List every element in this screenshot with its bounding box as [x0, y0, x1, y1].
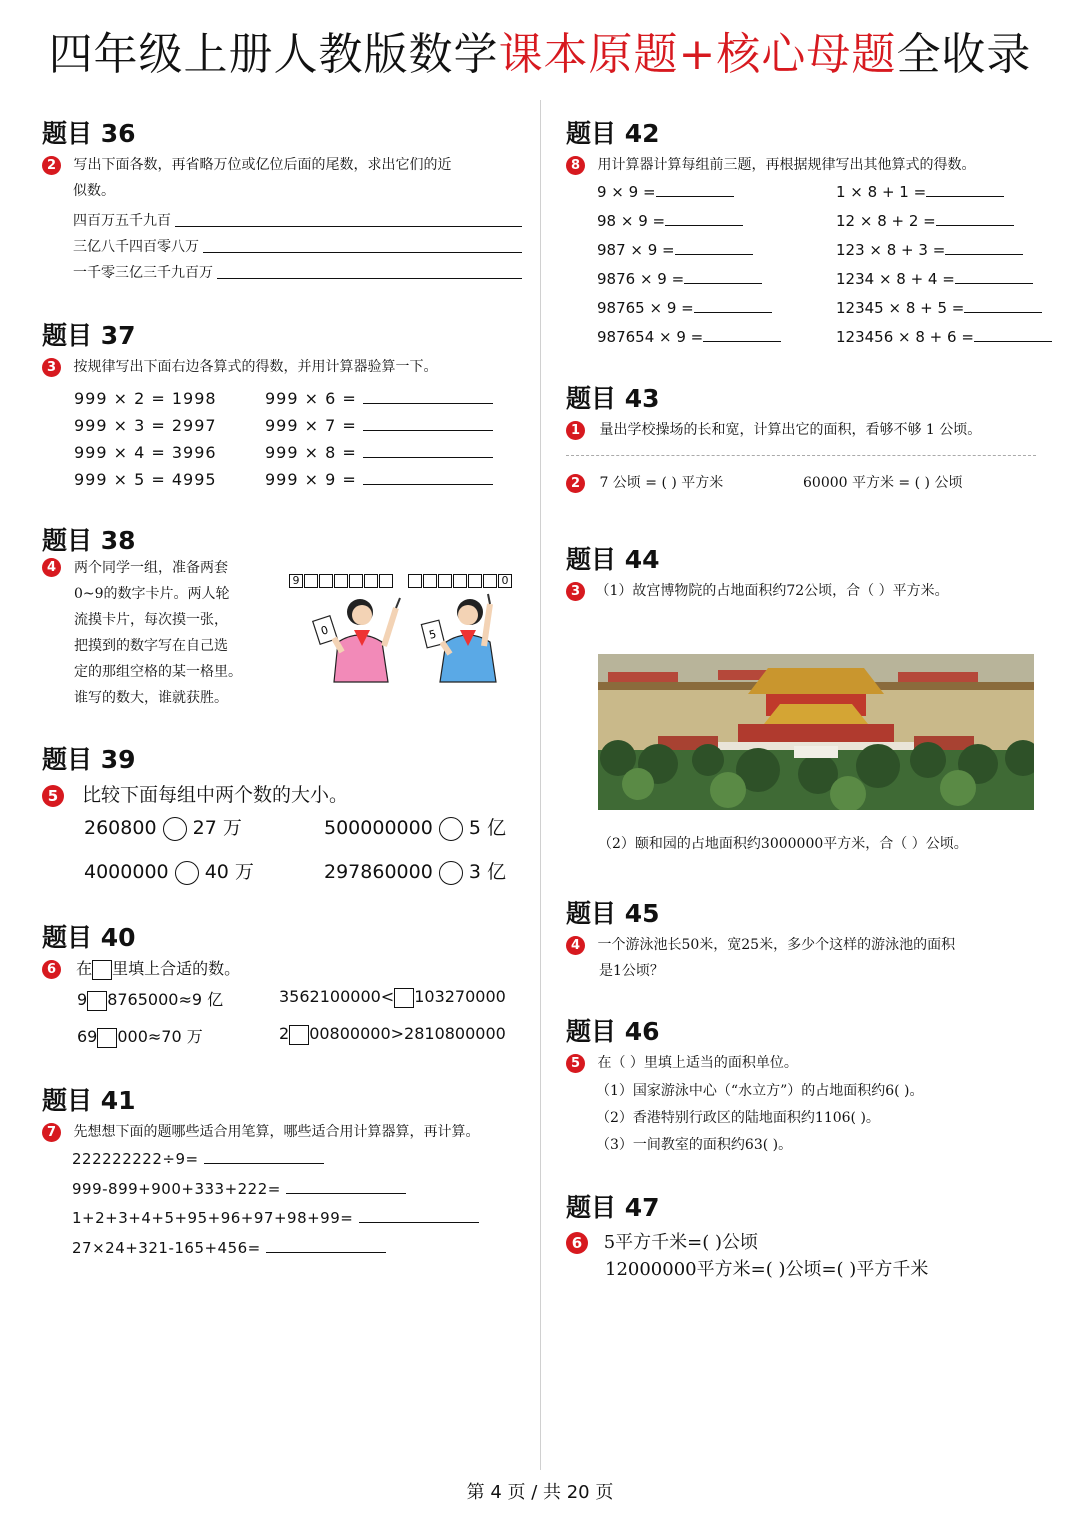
- answer-line[interactable]: [363, 443, 493, 458]
- expression: 12 × 8 + 2 =: [836, 212, 936, 230]
- digit-cell[interactable]: [453, 574, 467, 588]
- question-text-cont: 是1公顷？: [599, 963, 664, 979]
- digit-cell[interactable]: [349, 574, 363, 588]
- answer-line[interactable]: [359, 1210, 479, 1223]
- calc-row: [72, 1145, 479, 1175]
- expression: 9876 × 9 =: [597, 270, 685, 288]
- question-text: 在（ ）里填上适当的面积单位。: [597, 1055, 798, 1071]
- question-text: 一个游泳池长50米，宽25米，多少个这样的游泳池的面积: [597, 937, 956, 953]
- section-38: [42, 527, 522, 555]
- question-number-badge: 8: [566, 156, 585, 175]
- unit-fill-list: [596, 1078, 924, 1159]
- digit-cell: 9: [289, 574, 303, 588]
- expression: 98765 × 9 =: [597, 299, 694, 317]
- girl-card-digit: 0: [319, 623, 331, 638]
- question: [566, 470, 723, 496]
- box-symbol: [92, 960, 112, 980]
- question-number-badge: 5: [566, 1054, 585, 1073]
- card-grid-right: [408, 570, 513, 589]
- answer-line[interactable]: [684, 271, 762, 284]
- fill-row: [279, 987, 506, 1008]
- boy-figure: [421, 594, 496, 682]
- calc-left-list: [597, 178, 781, 352]
- section-37: [42, 322, 522, 380]
- question: [566, 1050, 1056, 1076]
- expression: 27×24+321-165+456=: [72, 1238, 261, 1257]
- number-a: 260800: [84, 817, 157, 839]
- number-words: 一千零三亿三千九百万: [73, 265, 213, 281]
- calc-row: [597, 236, 781, 265]
- text-line: 流摸卡片，每次摸一张，: [74, 612, 228, 628]
- section-43: [566, 385, 1056, 443]
- answer-row: [73, 208, 522, 234]
- answer-line[interactable]: [363, 389, 493, 404]
- answer-line[interactable]: [936, 213, 1014, 226]
- question-number-badge: 1: [566, 421, 585, 440]
- equation: 999 × 9 =: [265, 470, 357, 489]
- question-text-cont: 似数。: [73, 183, 115, 199]
- answer-line[interactable]: [665, 213, 743, 226]
- fill-box[interactable]: [87, 991, 107, 1011]
- fill-box[interactable]: [289, 1025, 309, 1045]
- boy-card-digit: 5: [427, 627, 438, 642]
- section-title: 题目 44: [566, 545, 660, 574]
- compare-row: [84, 857, 254, 885]
- section-47: [566, 1194, 1056, 1254]
- question: [566, 1228, 1056, 1254]
- title-highlight: 课本原题+核心母题: [498, 29, 897, 80]
- section-45: [566, 900, 1056, 984]
- expression: 9 × 9 =: [597, 183, 656, 201]
- section-title: 题目 40: [42, 923, 136, 952]
- calc-row: [836, 294, 1052, 323]
- answer-line[interactable]: [266, 1240, 386, 1253]
- question-number-badge: 7: [42, 1123, 61, 1142]
- digit-cell[interactable]: [364, 574, 378, 588]
- answer-line[interactable]: [703, 329, 781, 342]
- section-title: 题目 39: [42, 745, 136, 774]
- digit-cell: 0: [498, 574, 512, 588]
- section-title: 题目 36: [42, 119, 136, 148]
- expression: 222222222÷9=: [72, 1150, 199, 1168]
- number-b: 27 万: [192, 817, 242, 839]
- question-text: （1）故宫博物院的占地面积约72公顷，合（ ）平方米。: [595, 583, 949, 599]
- digit-cell[interactable]: [304, 574, 318, 588]
- page-title: [0, 18, 1080, 82]
- question-text: 在: [76, 959, 93, 978]
- equation: 999 × 2 = 1998: [74, 389, 217, 408]
- question-text: 先想想下面的题哪些适合用笔算，哪些适合用计算器算，再计算。: [73, 1124, 480, 1140]
- compare-circle[interactable]: [163, 817, 187, 841]
- expression: 12345 × 8 + 5 =: [836, 299, 965, 317]
- fill-row: [77, 987, 223, 1011]
- digit-cell[interactable]: [334, 574, 348, 588]
- calc-row: [72, 1234, 479, 1264]
- question: [566, 932, 1056, 958]
- calc-row: [836, 265, 1052, 294]
- calc-row: [72, 1204, 479, 1234]
- section-title: 题目 43: [566, 384, 660, 413]
- section-40: [42, 924, 522, 982]
- equation-row: [265, 466, 493, 493]
- number-part: 000≈70 万: [117, 1027, 203, 1046]
- answer-line[interactable]: [926, 184, 1004, 197]
- expression: 1 × 8 + 1 =: [836, 183, 927, 201]
- answer-line[interactable]: [974, 329, 1052, 342]
- question-text: 量出学校操场的长和宽，计算出它的面积，看够不够 1 公顷。: [599, 422, 982, 438]
- compare-row: [84, 813, 242, 841]
- title-part1: 四年级上册人教版数学: [48, 29, 499, 80]
- answer-line[interactable]: [286, 1181, 406, 1194]
- calculation-list: [72, 1145, 479, 1263]
- question-number-badge: 4: [566, 936, 585, 955]
- calc-row: [836, 178, 1052, 207]
- question-text: 写出下面各数，再省略万位或亿位后面的尾数，求出它们的近: [73, 157, 452, 173]
- section-39: [42, 746, 522, 807]
- section-title: 题目 41: [42, 1086, 136, 1115]
- text-line: 两个同学一组，准备两套: [74, 560, 228, 576]
- question: [42, 780, 522, 807]
- answer-line[interactable]: [955, 271, 1033, 284]
- girl-figure: [313, 598, 400, 682]
- answer-line[interactable]: [675, 242, 753, 255]
- text-line: 定的那组空格的某一格里。: [74, 664, 242, 680]
- calc-right-list: [836, 178, 1052, 352]
- fill-box[interactable]: [394, 988, 414, 1008]
- question-text-2: 12000000平方米=( )公顷=( )平方千米: [605, 1259, 929, 1280]
- answer-line[interactable]: [203, 234, 522, 253]
- expression: 1234 × 8 + 4 =: [836, 270, 955, 288]
- number-part: 103270000: [414, 987, 506, 1006]
- section-44: [566, 546, 1056, 604]
- example-equations: [74, 385, 217, 493]
- question-text: [74, 555, 242, 711]
- page-number: 第 4 页 / 共 20 页: [466, 1482, 614, 1503]
- calc-row: [597, 265, 781, 294]
- answer-line[interactable]: [363, 416, 493, 431]
- number-a: 500000000: [324, 817, 433, 839]
- number-part: 9: [77, 990, 88, 1009]
- fill-box[interactable]: [97, 1028, 117, 1048]
- expression: 123 × 8 + 3 =: [836, 241, 946, 259]
- question: [42, 1119, 532, 1145]
- calc-row: [597, 294, 781, 323]
- card-grid-left: [289, 570, 394, 589]
- compare-circle[interactable]: [439, 861, 463, 885]
- equation: 999 × 7 =: [265, 416, 357, 435]
- compare-circle[interactable]: [439, 817, 463, 841]
- calc-row: [836, 323, 1052, 352]
- digit-cell[interactable]: [483, 574, 497, 588]
- calc-row: [836, 207, 1052, 236]
- number-b: 40 万: [204, 861, 254, 883]
- section-title: 题目 42: [566, 119, 660, 148]
- section-36: [42, 120, 522, 286]
- question-text: 5平方千米=( )公顷: [603, 1232, 759, 1253]
- question-text: 按规律写出下面右边各算式的得数，并用计算器验算一下。: [73, 359, 438, 375]
- calc-row: [597, 178, 781, 207]
- section-title: 题目 45: [566, 899, 660, 928]
- digit-cell[interactable]: [438, 574, 452, 588]
- title-part3: 全收录: [896, 29, 1032, 80]
- number-b: 5 亿: [468, 817, 507, 839]
- section-41: [42, 1087, 532, 1145]
- fill-item: （2）香港特别行政区的陆地面积约1106( )。: [596, 1110, 880, 1126]
- number-part: 8765000≈9 亿: [107, 990, 224, 1009]
- number-part: 3562100000<: [279, 987, 395, 1006]
- calc-row: [597, 207, 781, 236]
- question-text: 比较下面每组中两个数的大小。: [82, 784, 349, 806]
- dashed-divider: [566, 455, 1036, 456]
- section-title: 题目 38: [42, 526, 136, 555]
- fill-row: [279, 1024, 506, 1045]
- section-46: [566, 1018, 1056, 1076]
- calc-row: [72, 1175, 479, 1205]
- answer-line[interactable]: [694, 300, 772, 313]
- digit-cell[interactable]: [408, 574, 422, 588]
- students-illustration: [300, 590, 505, 690]
- text-line: 把摸到的数字写在自己选: [74, 638, 228, 654]
- text-line: 0~9的数字卡片。两人轮: [74, 586, 230, 602]
- conversion-a: 7 公顷 = ( ) 平方米: [599, 475, 724, 491]
- question-number-badge: 3: [566, 582, 585, 601]
- number-words: 三亿八千四百零八万: [73, 239, 199, 255]
- forbidden-city-photo: [598, 654, 1034, 810]
- number-b: 3 亿: [468, 861, 507, 883]
- equation: 999 × 6 =: [265, 389, 357, 408]
- equation-row: [265, 439, 493, 466]
- question: [42, 152, 522, 178]
- number-a: 297860000: [324, 861, 433, 883]
- fill-item: （3）一间教室的面积约63( )。: [596, 1137, 793, 1153]
- question-text: 用计算器计算每组前三题，再根据规律写出其他算式的得数。: [597, 157, 976, 173]
- digit-cell[interactable]: [423, 574, 437, 588]
- compare-row: [324, 813, 506, 841]
- answer-line[interactable]: [656, 184, 734, 197]
- fill-row: [77, 1024, 203, 1048]
- question: [42, 557, 61, 577]
- number-part: 00800000>2810800000: [309, 1024, 506, 1043]
- question-number-badge: 6: [42, 960, 61, 979]
- equation: 999 × 5 = 4995: [74, 470, 217, 489]
- number-part: 69: [77, 1027, 98, 1046]
- calc-row: [836, 236, 1052, 265]
- question: [566, 578, 1056, 604]
- number-part: 2: [279, 1024, 290, 1043]
- number-words: 四百万五千九百: [73, 213, 171, 229]
- fill-item: （1）国家游泳中心（“水立方”）的占地面积约6( )。: [596, 1083, 924, 1099]
- question-number-badge: 6: [566, 1232, 588, 1254]
- answer-row: [73, 234, 522, 260]
- equation: 999 × 4 = 3996: [74, 443, 217, 462]
- question: [42, 956, 522, 982]
- question-number-badge: 3: [42, 358, 61, 377]
- question-text: 里填上合适的数。: [112, 959, 241, 978]
- expression: 1+2+3+4+5+95+96+97+98+99=: [72, 1209, 354, 1227]
- answer-line[interactable]: [945, 242, 1023, 255]
- expression: 999-899+900+333+222=: [72, 1179, 281, 1198]
- question: [42, 354, 522, 380]
- answer-line[interactable]: [217, 260, 522, 279]
- compare-row: [324, 857, 506, 885]
- digit-cell[interactable]: [319, 574, 333, 588]
- answer-line[interactable]: [964, 300, 1042, 313]
- equation: 999 × 8 =: [265, 443, 357, 462]
- question: [566, 417, 1056, 443]
- expression: 98 × 9 =: [597, 212, 666, 230]
- text-line: 谁写的数大，谁就获胜。: [74, 690, 228, 706]
- column-divider: [540, 100, 541, 1470]
- answer-line[interactable]: [175, 208, 522, 227]
- section-title: 题目 37: [42, 321, 136, 350]
- question: [566, 152, 1056, 178]
- conversion-b: 60000 平方米 = ( ) 公顷: [803, 475, 963, 491]
- answer-line[interactable]: [363, 470, 493, 485]
- practice-equations: [265, 385, 493, 493]
- compare-circle[interactable]: [175, 861, 199, 885]
- question-number-badge: 5: [42, 785, 64, 807]
- section-42: [566, 120, 1056, 178]
- digit-cell[interactable]: [379, 574, 393, 588]
- digit-cell[interactable]: [468, 574, 482, 588]
- equation-row: [265, 385, 493, 412]
- expression: 987 × 9 =: [597, 241, 675, 259]
- section-title: 题目 46: [566, 1017, 660, 1046]
- expression: 987654 × 9 =: [597, 328, 704, 346]
- number-a: 4000000: [84, 861, 169, 883]
- question-number-badge: 2: [566, 474, 585, 493]
- question-number-badge: 4: [42, 558, 61, 577]
- equation: 999 × 3 = 2997: [74, 416, 217, 435]
- question-text-2: （2）颐和园的占地面积约3000000平方米，合（ ）公顷。: [598, 836, 968, 852]
- answer-line[interactable]: [204, 1151, 324, 1164]
- section-title: 题目 47: [566, 1193, 660, 1222]
- question-number-badge: 2: [42, 156, 61, 175]
- equation-row: [265, 412, 493, 439]
- answer-row: [73, 260, 522, 286]
- expression: 123456 × 8 + 6 =: [836, 328, 974, 346]
- calc-row: [597, 323, 781, 352]
